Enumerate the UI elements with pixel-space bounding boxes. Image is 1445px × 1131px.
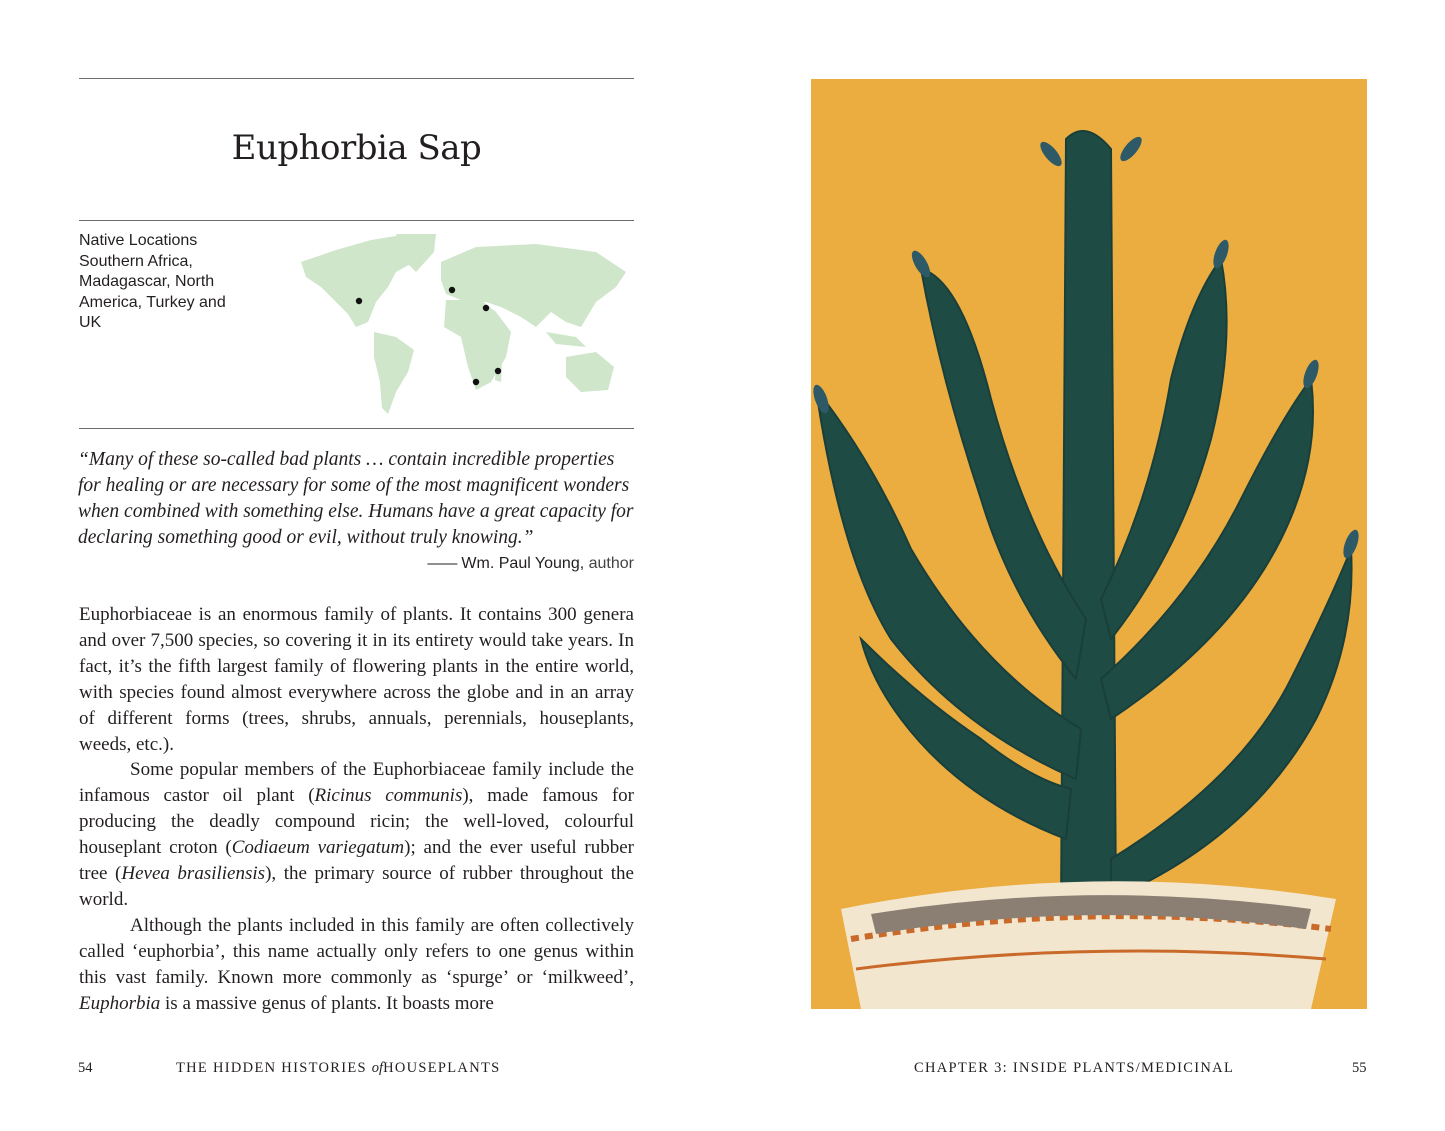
epigraph-quote: “Many of these so-called bad plants … contain incredible properties for healing or are necessary for some of the most magnificent wonders when combined with something else. Humans have a great capacity for declaring something good or evil, without truly knowing.” — [78, 449, 634, 548]
location-dot-madagascar — [495, 368, 501, 374]
euphorbia-illustration — [811, 79, 1367, 1009]
body-text-segment: ); and the ever useful rubber tree ( — [79, 837, 634, 885]
body-text-segment: ), made famous for producing the deadly compound ricin; the well-loved, colourful houseplant croton ( — [79, 785, 634, 859]
book-title-part-a: THE HIDDEN HISTORIES — [176, 1060, 367, 1076]
body-text-segment: Euphorbiaceae is an enormous family of plants. It contains 300 genera and over 7,500 species, so covering it in its entirety would take years. In fact, it’s the fifth largest family of flowering plants in the entire world, with species found almost everywhere across the globe and in an array of different forms (trees, shrubs, annuals, perennials, houseplants, weeds, etc.). — [79, 604, 634, 755]
native-locations-label: Native Locations — [79, 232, 198, 249]
left-page-number: 54 — [78, 1060, 93, 1076]
book-title-of: of — [371, 1060, 384, 1076]
attribution-dash: —— — [427, 555, 456, 572]
body-text-segment: ), the primary source of rubber throughout the world. — [79, 863, 634, 910]
quote-author: Wm. Paul Young, — [461, 555, 585, 572]
page-title: Euphorbia Sap — [231, 128, 482, 168]
body-text-segment: Although the plants included in this family are often collectively called ‘euphorbia’, this name actually only refers to one genus within this vast family. Known more commonly as ‘spurge’ or ‘milkweed’, — [79, 914, 634, 988]
location-dot-north-america — [356, 298, 362, 304]
italic-species-name: Euphorbia — [79, 992, 161, 1014]
world-map — [296, 232, 634, 417]
native-locations-text: Southern Africa, Madagascar, North America, Turkey and UK — [79, 253, 226, 331]
italic-species-name: Ricinus communis — [314, 785, 463, 807]
quote-attribution — [427, 555, 634, 573]
book-title-part-b: HOUSEPLANTS — [383, 1060, 501, 1076]
body-paragraph — [79, 602, 634, 757]
italic-species-name: Codiaeum variegatum — [231, 837, 405, 859]
quote-author-role: author — [588, 555, 634, 572]
location-dot-turkey — [483, 305, 489, 311]
map-rule — [79, 428, 634, 429]
location-dot-southern-africa — [473, 379, 479, 385]
body-paragraph — [79, 757, 634, 912]
chapter-running-head: CHAPTER 3: INSIDE PLANTS/MEDICINAL — [914, 1060, 1235, 1076]
book-title-running-head — [176, 1060, 501, 1077]
location-dot-uk — [449, 287, 455, 293]
italic-species-name: Hevea brasiliensis — [121, 863, 266, 885]
map-land — [301, 234, 626, 414]
body-text — [79, 602, 634, 1017]
title-rule — [79, 220, 634, 221]
body-text-segment: Some popular members of the Euphorbiaceae family include the infamous castor oil plant ( — [79, 759, 634, 807]
body-text-segment: is a massive genus of plants. It boasts more — [160, 992, 494, 1014]
right-page-number: 55 — [1352, 1060, 1367, 1076]
body-paragraph — [79, 913, 634, 1017]
top-rule — [79, 78, 634, 79]
